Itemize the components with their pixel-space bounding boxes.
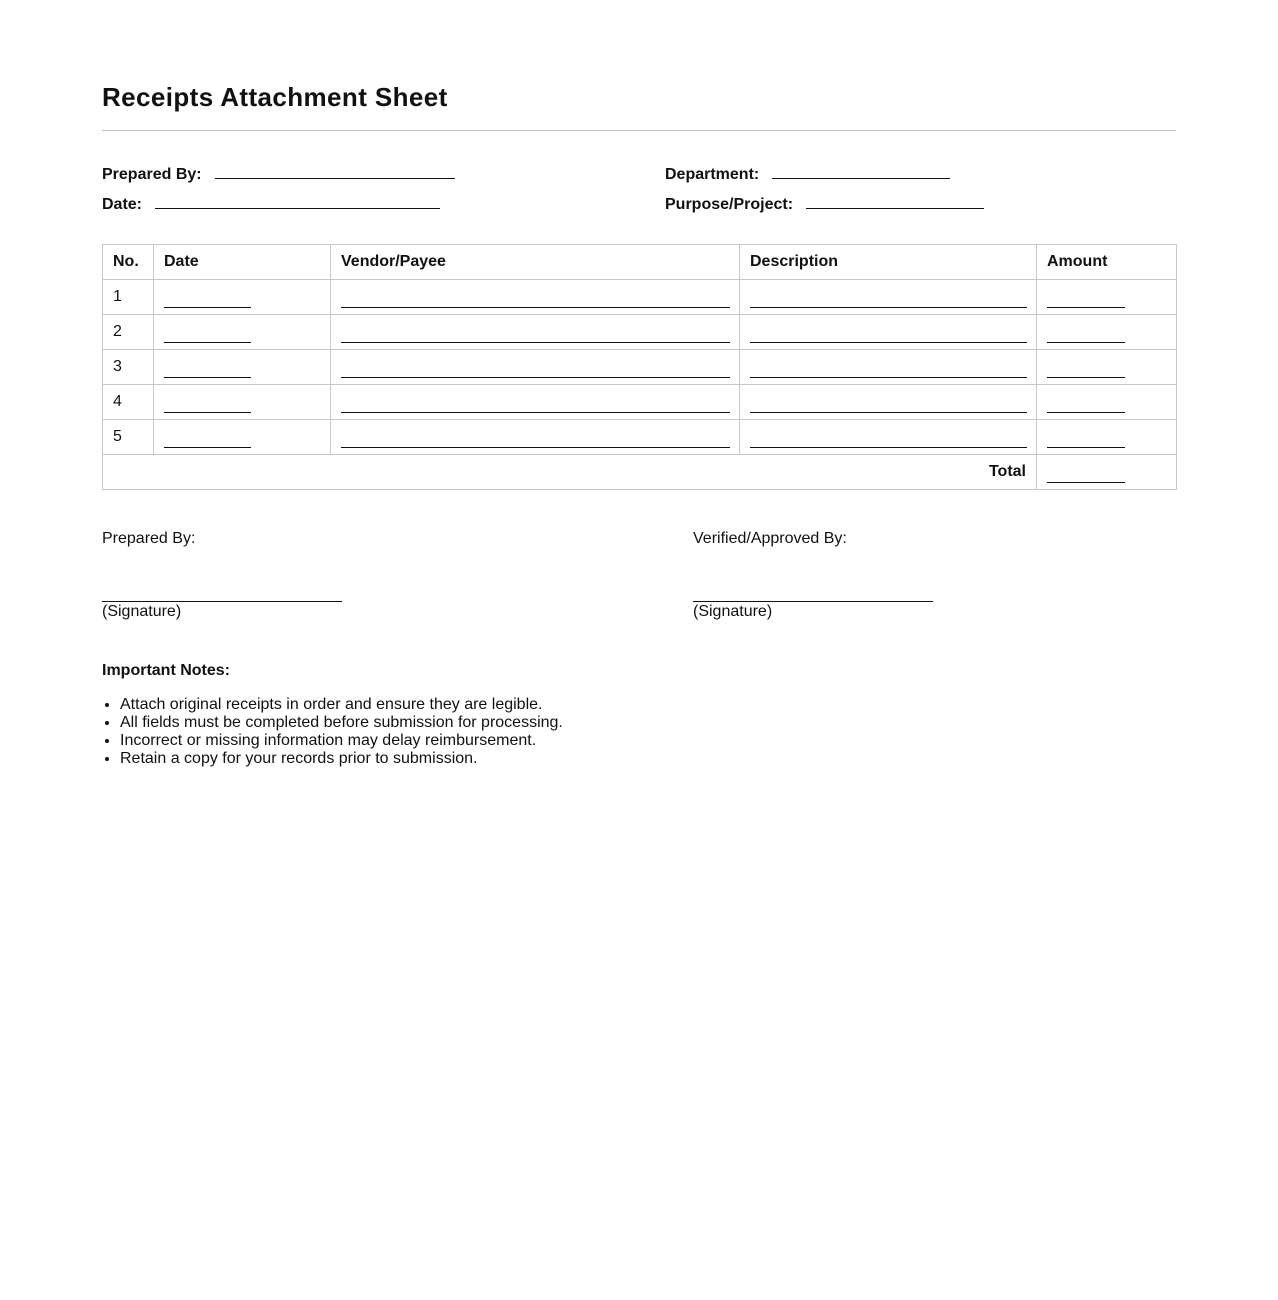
amount-blank[interactable] [1047, 426, 1125, 448]
row-number: 2 [103, 315, 154, 350]
date-cell [154, 420, 331, 455]
amount-blank[interactable] [1047, 286, 1125, 308]
table-row [103, 420, 1177, 455]
prepared-by-signature-block [102, 530, 402, 630]
description-blank[interactable] [750, 391, 1027, 413]
vendor-blank[interactable] [341, 391, 730, 413]
approved-by-signature-label: Verified/Approved By: [693, 530, 847, 547]
total-label: Total [103, 455, 1037, 490]
row-number: 5 [103, 420, 154, 455]
total-cell [1037, 455, 1177, 490]
list-item: • Incorrect or missing information may delay reimbursement. [120, 732, 820, 750]
approved-by-signature-caption: (Signature) [693, 603, 773, 620]
row-number: 1 [103, 280, 154, 315]
description-blank[interactable] [750, 356, 1027, 378]
amount-cell [1037, 350, 1177, 385]
date-cell [154, 385, 331, 420]
amount-cell [1037, 315, 1177, 350]
amount-cell [1037, 420, 1177, 455]
department-label: Department: [665, 166, 760, 183]
vendor-blank[interactable] [341, 356, 730, 378]
column-header-vendor: Vendor/Payee [331, 245, 740, 280]
description-blank[interactable] [750, 426, 1027, 448]
column-header-description: Description [740, 245, 1037, 280]
vendor-cell [331, 385, 740, 420]
prepared-by-label: Prepared By: [102, 166, 202, 183]
date-cell [154, 350, 331, 385]
table-row [103, 280, 1177, 315]
date-blank[interactable] [164, 286, 251, 308]
prepared-by-input[interactable] [215, 162, 455, 179]
amount-blank[interactable] [1047, 356, 1125, 378]
date-blank[interactable] [164, 391, 251, 413]
department-input[interactable] [772, 162, 950, 179]
title-divider [102, 130, 1176, 131]
description-blank[interactable] [750, 321, 1027, 343]
table-header-row [103, 245, 1177, 280]
approved-by-signature-line[interactable] [693, 601, 933, 602]
approved-by-signature-block [693, 530, 993, 630]
important-notes-list [102, 696, 820, 768]
column-header-no: No. [103, 245, 154, 280]
date-blank[interactable] [164, 426, 251, 448]
total-amount-blank[interactable] [1047, 461, 1125, 483]
table-row [103, 350, 1177, 385]
list-item: • Attach original receipts in order and ensure they are legible. [120, 696, 820, 714]
prepared-by-signature-label: Prepared By: [102, 530, 196, 547]
date-cell [154, 280, 331, 315]
receipts-table [102, 244, 1177, 490]
total-row [103, 455, 1177, 490]
list-item: • All fields must be completed before submission for processing. [120, 714, 820, 732]
purpose-project-label: Purpose/Project: [665, 196, 794, 213]
vendor-cell [331, 315, 740, 350]
description-cell [740, 385, 1037, 420]
date-input[interactable] [155, 192, 440, 209]
description-cell [740, 420, 1037, 455]
vendor-blank[interactable] [341, 321, 730, 343]
row-number: 4 [103, 385, 154, 420]
table-row [103, 315, 1177, 350]
vendor-cell [331, 420, 740, 455]
list-item: • Retain a copy for your records prior to submission. [120, 750, 820, 768]
amount-blank[interactable] [1047, 391, 1125, 413]
vendor-blank[interactable] [341, 286, 730, 308]
date-field [102, 192, 440, 214]
amount-cell [1037, 385, 1177, 420]
prepared-by-signature-caption: (Signature) [102, 603, 182, 620]
prepared-by-signature-line[interactable] [102, 601, 342, 602]
purpose-project-input[interactable] [806, 192, 984, 209]
column-header-date: Date [154, 245, 331, 280]
page-title: Receipts Attachment Sheet [102, 82, 448, 112]
amount-blank[interactable] [1047, 321, 1125, 343]
vendor-blank[interactable] [341, 426, 730, 448]
description-cell [740, 315, 1037, 350]
amount-cell [1037, 280, 1177, 315]
description-blank[interactable] [750, 286, 1027, 308]
description-cell [740, 280, 1037, 315]
date-blank[interactable] [164, 321, 251, 343]
vendor-cell [331, 280, 740, 315]
date-blank[interactable] [164, 356, 251, 378]
department-field [665, 162, 950, 184]
vendor-cell [331, 350, 740, 385]
column-header-amount: Amount [1037, 245, 1177, 280]
date-cell [154, 315, 331, 350]
purpose-project-field [665, 192, 984, 214]
date-label: Date: [102, 196, 143, 213]
description-cell [740, 350, 1037, 385]
important-notes-heading: Important Notes: [102, 662, 230, 679]
table-row [103, 385, 1177, 420]
prepared-by-field [102, 162, 455, 184]
row-number: 3 [103, 350, 154, 385]
